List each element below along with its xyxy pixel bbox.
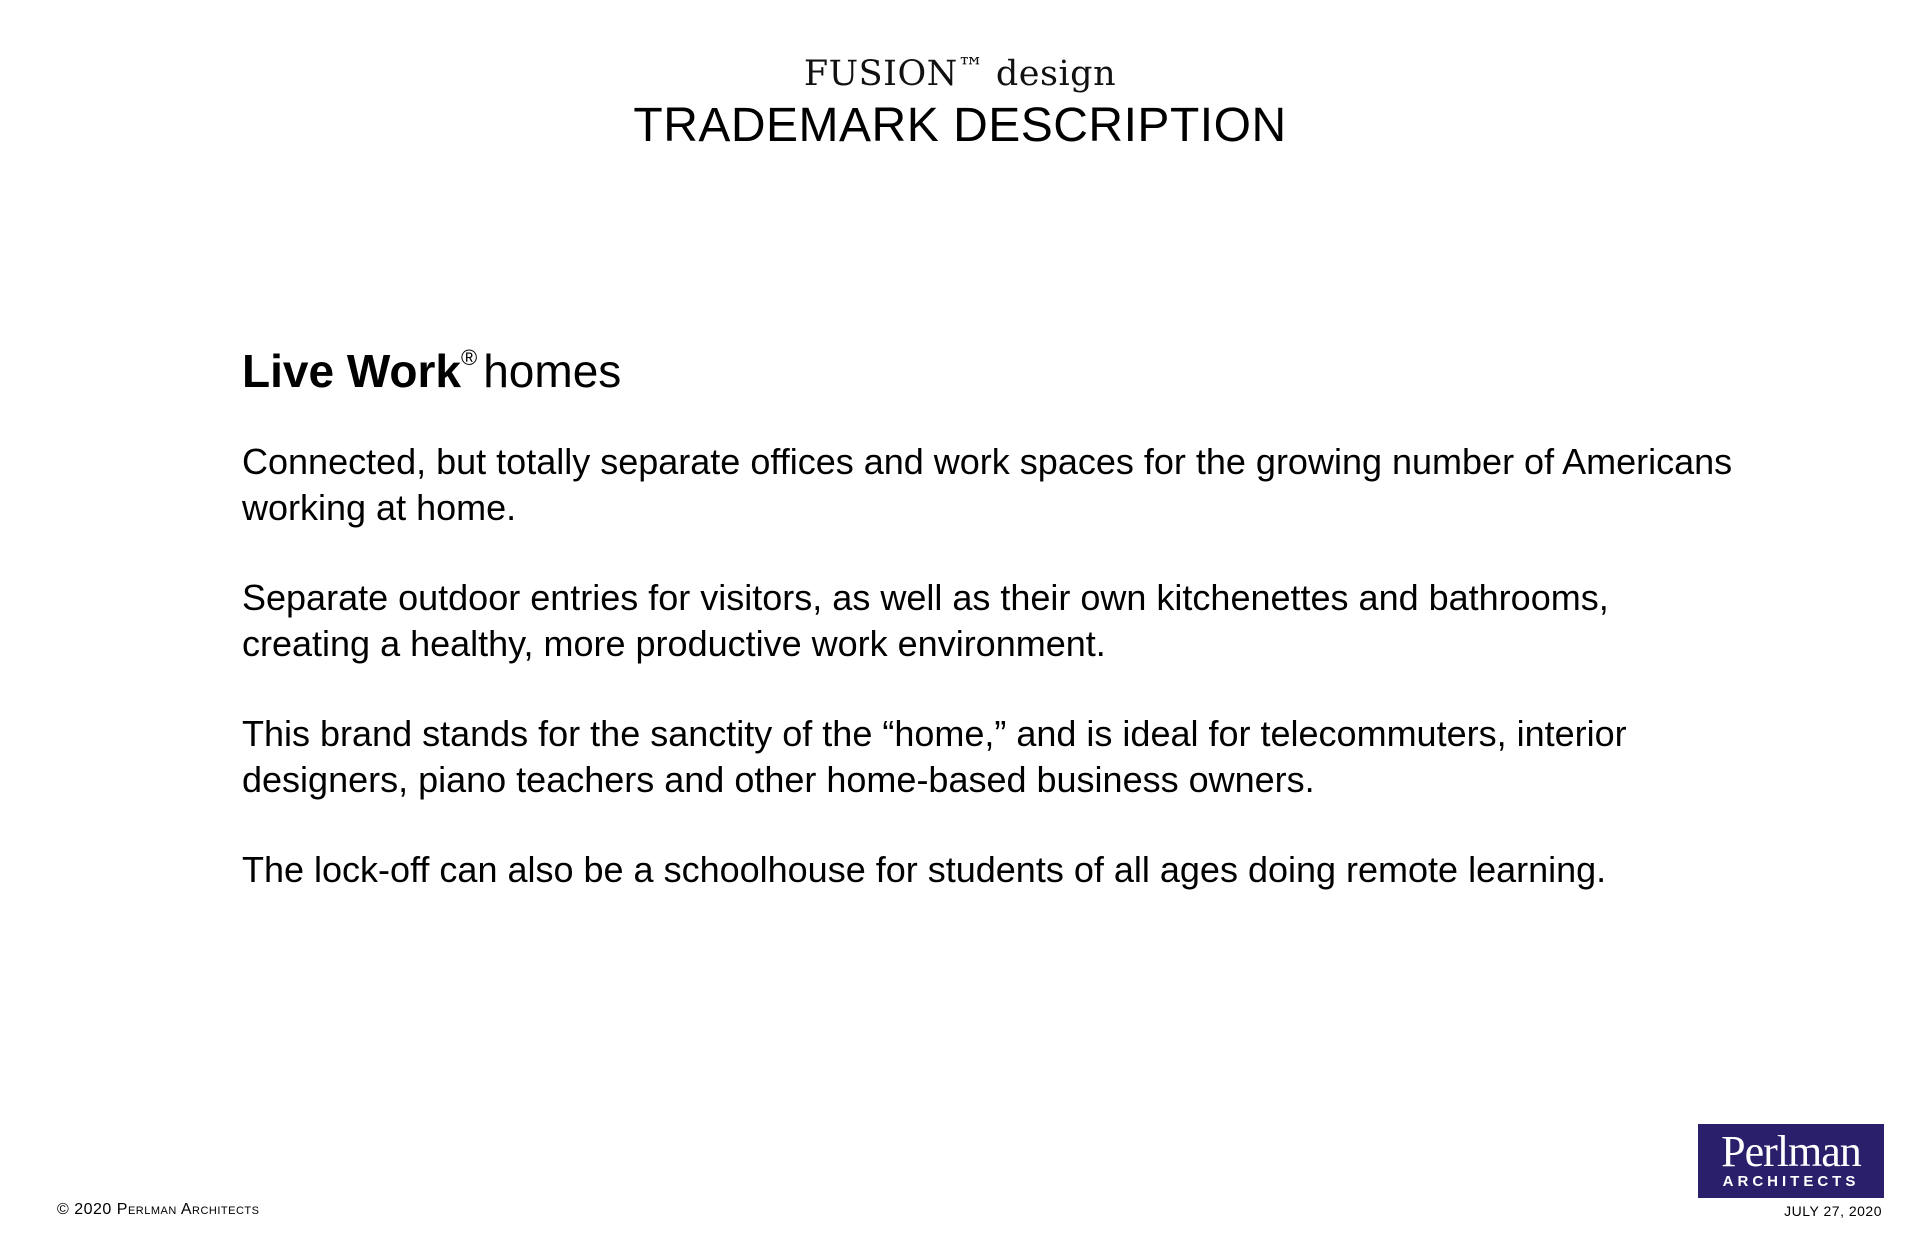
page-title: TRADEMARK DESCRIPTION — [633, 99, 1287, 152]
section-heading — [242, 330, 1742, 399]
heading-brand: Live Work — [242, 345, 461, 397]
trademark-symbol: ™ — [957, 53, 985, 83]
heading-rest: homes — [483, 345, 622, 397]
logo-subtitle: ARCHITECTS — [1722, 1173, 1860, 1190]
registered-symbol: ® — [461, 345, 478, 370]
brand-suffix: design — [984, 54, 1117, 94]
paragraph-1: Connected, but totally separate offices and work spaces for the growing number of Americans working at home. — [242, 441, 1733, 528]
brand-name: FUSION — [803, 54, 958, 94]
copyright-notice: © 2020 Perlman Architects — [57, 1201, 260, 1218]
brand-line — [0, 48, 1920, 94]
perlman-logo — [1698, 1124, 1884, 1198]
logo-name: Perlman — [1721, 1127, 1861, 1176]
page-header — [0, 48, 1920, 154]
paragraph-2: Separate outdoor entries for visitors, as well as their own kitchenettes and bathrooms, creating a healthy, more productive work environment. — [242, 577, 1609, 664]
paragraph-4: The lock-off can also be a schoolhouse for students of all ages doing remote learning. — [242, 849, 1607, 890]
document-date: JULY 27, 2020 — [1784, 1203, 1882, 1219]
paragraph-3: This brand stands for the sanctity of the “home,” and is ideal for telecommuters, interior designers, piano teachers and other home-based business owners. — [242, 713, 1627, 800]
main-content — [242, 330, 1742, 937]
